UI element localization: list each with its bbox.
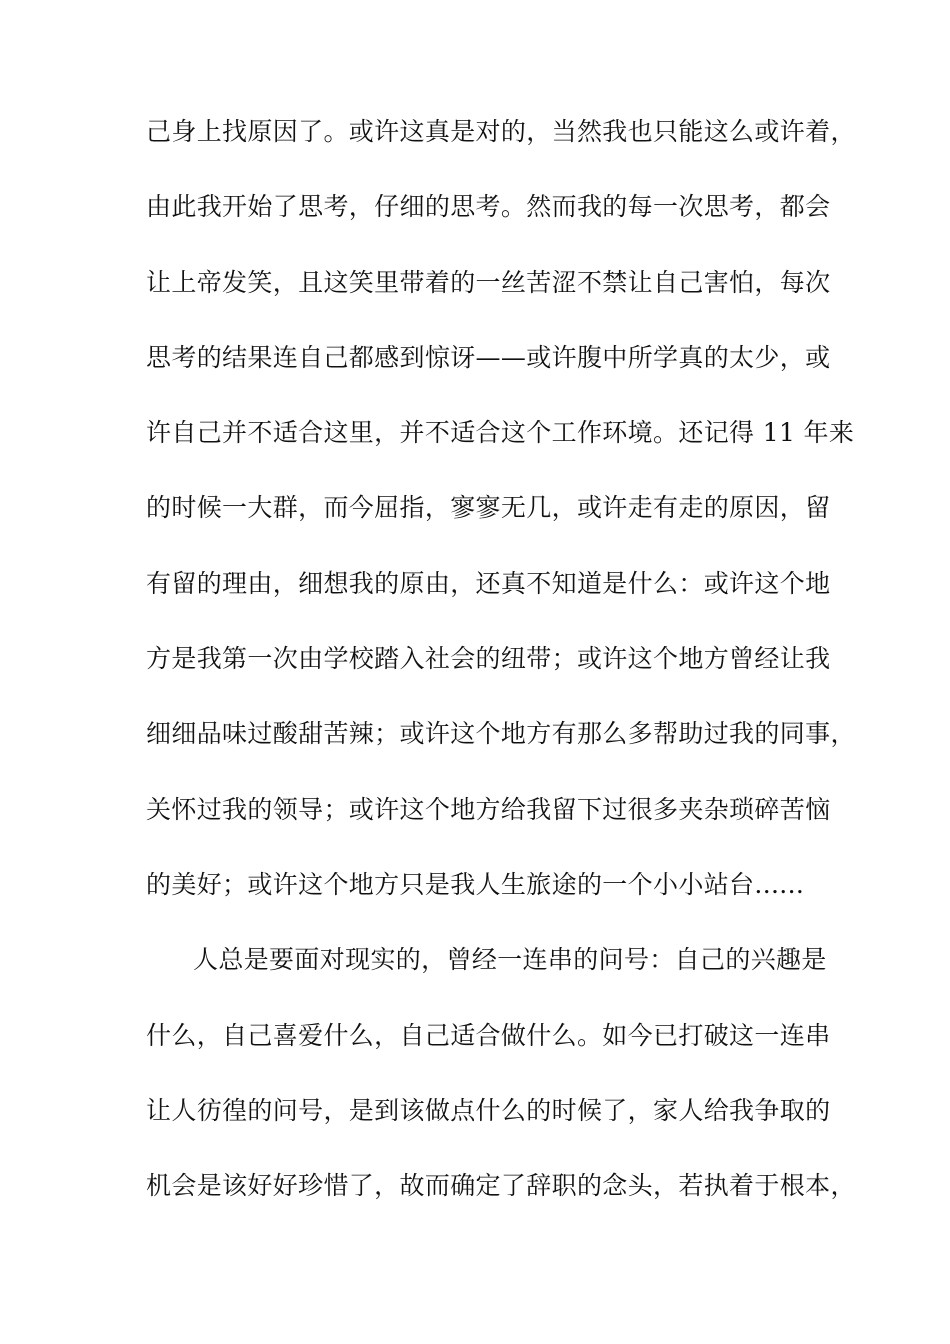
body-text (146, 104, 856, 1233)
text-line: 由此我开始了思考，仔细的思考。然而我的每一次思考，都会 (146, 192, 831, 222)
text-line: 什么，自己喜爱什么，自己适合做什么。如今已打破这一连串 (146, 1020, 831, 1050)
paragraph-start-line: 人总是要面对现实的，曾经一连串的问号：自己的兴趣是 (193, 945, 827, 975)
text-line: 关怀过我的领导；或许这个地方给我留下过很多夹杂琐碎苦恼 (146, 794, 831, 824)
text-line: 的美好；或许这个地方只是我人生旅途的一个小小站台...... (146, 869, 805, 899)
text-line: 让上帝发笑，且这笑里带着的一丝苦涩不禁让自己害怕，每次 (146, 267, 831, 297)
text-line: 的时候一大群，而今屈指，寥寥无几，或许走有走的原因，留 (146, 493, 831, 523)
text-line: 有留的理由，细想我的原由，还真不知道是什么：或许这个地 (146, 568, 831, 598)
text-line: 思考的结果连自己都感到惊讶——或许腹中所学真的太少，或 (146, 342, 831, 372)
text-line: 己身上找原因了。或许这真是对的，当然我也只能这么或许着， (146, 117, 856, 146)
text-line: 细细品味过酸甜苦辣；或许这个地方有那么多帮助过我的同事， (146, 719, 856, 749)
text-line: 让人彷徨的问号，是到该做点什么的时候了，家人给我争取的 (146, 1095, 831, 1125)
text-line: 方是我第一次由学校踏入社会的纽带；或许这个地方曾经让我 (146, 644, 831, 674)
text-line: 机会是该好好珍惜了，故而确定了辞职的念头，若执着于根本， (146, 1171, 856, 1201)
text-line: 许自己并不适合这里，并不适合这个工作环境。还记得 11 年来 (146, 418, 855, 448)
